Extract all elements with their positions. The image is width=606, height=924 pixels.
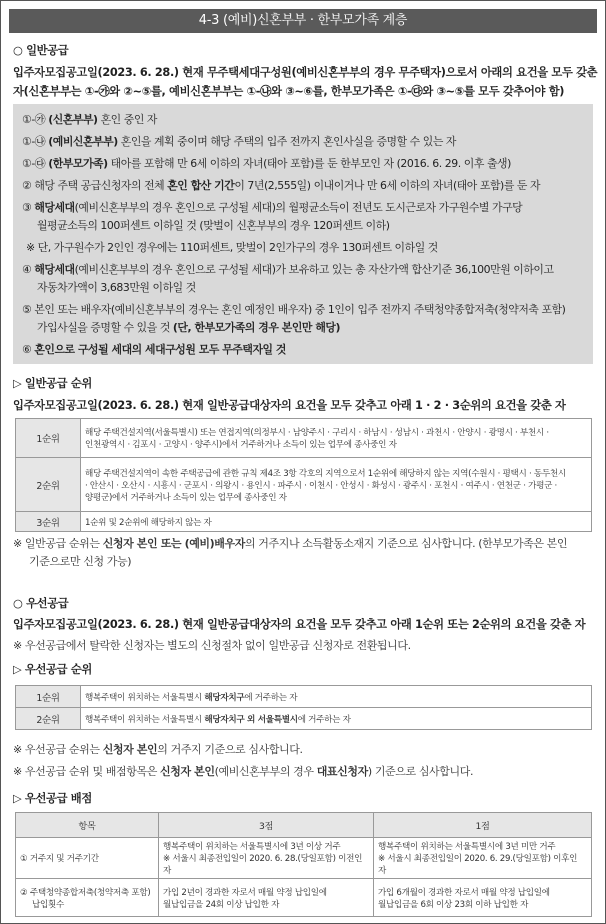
table-header-row <box>16 813 592 838</box>
priority-note-residence: ※ 우선공급 순위는 신청자 본인의 거주지 기준으로 심사합니다. <box>13 743 303 756</box>
score-1pt-cell: 가입 6개월이 경과한 자로서 매월 약정 납입일에 월납입금을 6회 이상 23회 이하 납입한 자 <box>374 879 592 917</box>
table-row <box>16 686 592 708</box>
general-intro-line-1: 입주자모집공고일(2023. 6. 28.) 현재 무주택세대구성원(예비신혼부부의 경우 무주택자)으로서 아래의 요건을 모두 갖춘 <box>13 66 598 79</box>
criterion-newlywed: ①-㉮ (신혼부부) 혼인 중인 자 <box>22 113 157 126</box>
rank-cell: 3순위 <box>16 512 81 532</box>
score-1pt-cell: 행복주택이 위치하는 서울특별시에 3년 미만 거주 ※ 서울시 최종전입일이 2020. 6. 29.(당일포함) 이후인 자 <box>374 838 592 879</box>
criterion-income: ③ 해당세대(예비신혼부부의 경우 혼인으로 구성될 세대)의 월평균소득이 전년도 도시근로자 가구원수별 가구당 <box>22 201 523 214</box>
rank-desc-cell: 1순위 및 2순위에 해당하지 않는 자 <box>81 512 592 532</box>
table-row <box>16 458 592 512</box>
table-row <box>16 708 592 730</box>
criterion-income-note: ※ 단, 가구원수가 2인인 경우에는 110퍼센트, 맞벌이 2인가구의 경우 130퍼센트 이하일 것 <box>26 241 438 254</box>
table-row <box>16 838 592 879</box>
priority-supply-heading: ○ 우선공급 <box>13 597 69 610</box>
general-rank-heading: ▷ 일반공급 순위 <box>13 377 92 390</box>
rank-cell: 2순위 <box>16 708 81 730</box>
rank-cell: 1순위 <box>16 686 81 708</box>
priority-score-table <box>15 812 592 917</box>
criterion-income-cont: 월평균소득의 100퍼센트 이하일 것 (맞벌이 신혼부부의 경우 120퍼센트 이하) <box>37 219 390 232</box>
score-3pt-cell: 행복주택이 위치하는 서울특별시에 3년 이상 거주 ※ 서울시 최종전입일이 2020. 6. 28.(당일포함) 이전인 자 <box>159 838 374 879</box>
priority-note-scoring: ※ 우선공급 순위 및 배점항목은 신청자 본인(예비신혼부부의 경우 대표신청자) 기준으로 심사합니다. <box>13 765 474 778</box>
header-item: 항목 <box>16 813 159 838</box>
criterion-savings: ⑤ 본인 또는 배우자(예비신혼부부의 경우는 혼인 예정인 배우자) 중 1인이 입주 전까지 주택청약종합저축(청약저축 포함) <box>22 303 566 316</box>
eligibility-criteria-box <box>13 104 593 364</box>
rank-desc-cell: 해당 주택건설지역이 속한 주택공급에 관한 규칙 제4조 3항 각호의 지역으로서 1순위에 해당하지 않는 지역(수원시 · 평택시 · 동두천시 · 안산시 · 오산시 · 시흥시 · 군포시 · 의왕시 · 용인시 · 파주시 · 이천시 · 안성시 · 화성시 · 광주시 · 포천시 · 여주시 · 연천군 · 가평군 · 양평군)에서 거주하거나 소득이 있는 업무에 종사중인 자 <box>81 458 592 512</box>
rank-desc-cell: 행복주택이 위치하는 서울특별시 해당자치구 외 서울특별시에 거주하는 자 <box>81 708 592 730</box>
priority-score-heading: ▷ 우선공급 배점 <box>13 792 92 805</box>
priority-rank-heading: ▷ 우선공급 순위 <box>13 663 92 676</box>
table-row <box>16 879 592 917</box>
score-3pt-cell: 가입 2년이 경과한 자로서 매월 약정 납입일에 월납입금을 24회 이상 납입한 자 <box>159 879 374 917</box>
criterion-assets-cont: 자동차가액이 3,683만원 이하일 것 <box>37 281 196 294</box>
general-rank-intro: 입주자모집공고일(2023. 6. 28.) 현재 일반공급대상자의 요건을 모두 갖추고 아래 1 · 2 · 3순위의 요건을 갖춘 자 <box>13 399 566 412</box>
priority-intro: 입주자모집공고일(2023. 6. 28.) 현재 일반공급대상자의 요건을 모두 갖추고 아래 1순위 또는 2순위의 요건을 갖춘 자 <box>13 618 586 631</box>
score-item-cell: ① 거주지 및 거주기간 <box>16 838 159 879</box>
criterion-marriage-period: ② 해당 주택 공급신청자의 전체 혼인 합산 기간이 7년(2,555일) 이내이거나 만 6세 이하의 자녀(태아 포함)를 둔 자 <box>22 179 541 192</box>
section-title: 4-3 (예비)신혼부부 · 한부모가족 계층 <box>9 9 597 33</box>
header-3pts: 3점 <box>159 813 374 838</box>
rank-desc-cell: 행복주택이 위치하는 서울특별시 해당자치구에 거주하는 자 <box>81 686 592 708</box>
table-row <box>16 512 592 532</box>
general-intro-line-2: 자(신혼부부는 ①-㉮와 ②~⑤를, 예비신혼부부는 ①-㉯와 ③~⑥를, 한부모가족은 ①-㉰와 ③~⑤를 모두 갖추어야 함) <box>13 85 565 98</box>
rank-cell: 2순위 <box>16 458 81 512</box>
rank-cell: 1순위 <box>16 419 81 458</box>
header-1pt: 1점 <box>374 813 592 838</box>
general-rank-note-cont: 기준으로만 신청 가능) <box>29 555 132 568</box>
general-rank-note: ※ 일반공급 순위는 신청자 본인 또는 (예비)배우자의 거주지나 소득활동소재지 기준으로 심사합니다. (한부모가족은 본인 <box>13 537 568 550</box>
general-rank-table <box>15 418 592 532</box>
criterion-single-parent: ①-㉰ (한부모가족) 태아를 포함해 만 6세 이하의 자녀(태아 포함)를 둔 한부모인 자 (2016. 6. 29. 이후 출생) <box>22 157 511 170</box>
criterion-homeless: ⑥ 혼인으로 구성될 세대의 세대구성원 모두 무주택자일 것 <box>22 343 286 356</box>
table-row <box>16 419 592 458</box>
general-supply-heading: ○ 일반공급 <box>13 44 69 57</box>
criterion-savings-cont: 가입사실을 증명할 수 있을 것 (단, 한부모가족의 경우 본인만 해당) <box>37 321 341 334</box>
rank-desc-cell: 해당 주택건설지역(서울특별시) 또는 연접지역(의정부시 · 남양주시 · 구리시 · 하남시 · 성남시 · 과천시 · 안양시 · 광명시 · 부천시 · 인천광역시 · 김포시 · 고양시 · 양주시)에서 거주하거나 소득이 있는 업무에 종사중인 자 <box>81 419 592 458</box>
score-item-cell: ② 주택청약종합저축(청약저축 포함) 납입횟수 <box>16 879 159 917</box>
priority-rank-table <box>15 685 592 730</box>
priority-note-transfer: ※ 우선공급에서 탈락한 신청자는 별도의 신청절차 없이 일반공급 신청자로 전환됩니다. <box>13 639 411 652</box>
criterion-prospective-newlywed: ①-㉯ (예비신혼부부) 혼인을 계획 중이며 해당 주택의 입주 전까지 혼인사실을 증명할 수 있는 자 <box>22 135 456 148</box>
criterion-assets: ④ 해당세대(예비신혼부부의 경우 혼인으로 구성될 세대)가 보유하고 있는 총 자산가액 합산기준 36,100만원 이하이고 <box>22 263 554 276</box>
